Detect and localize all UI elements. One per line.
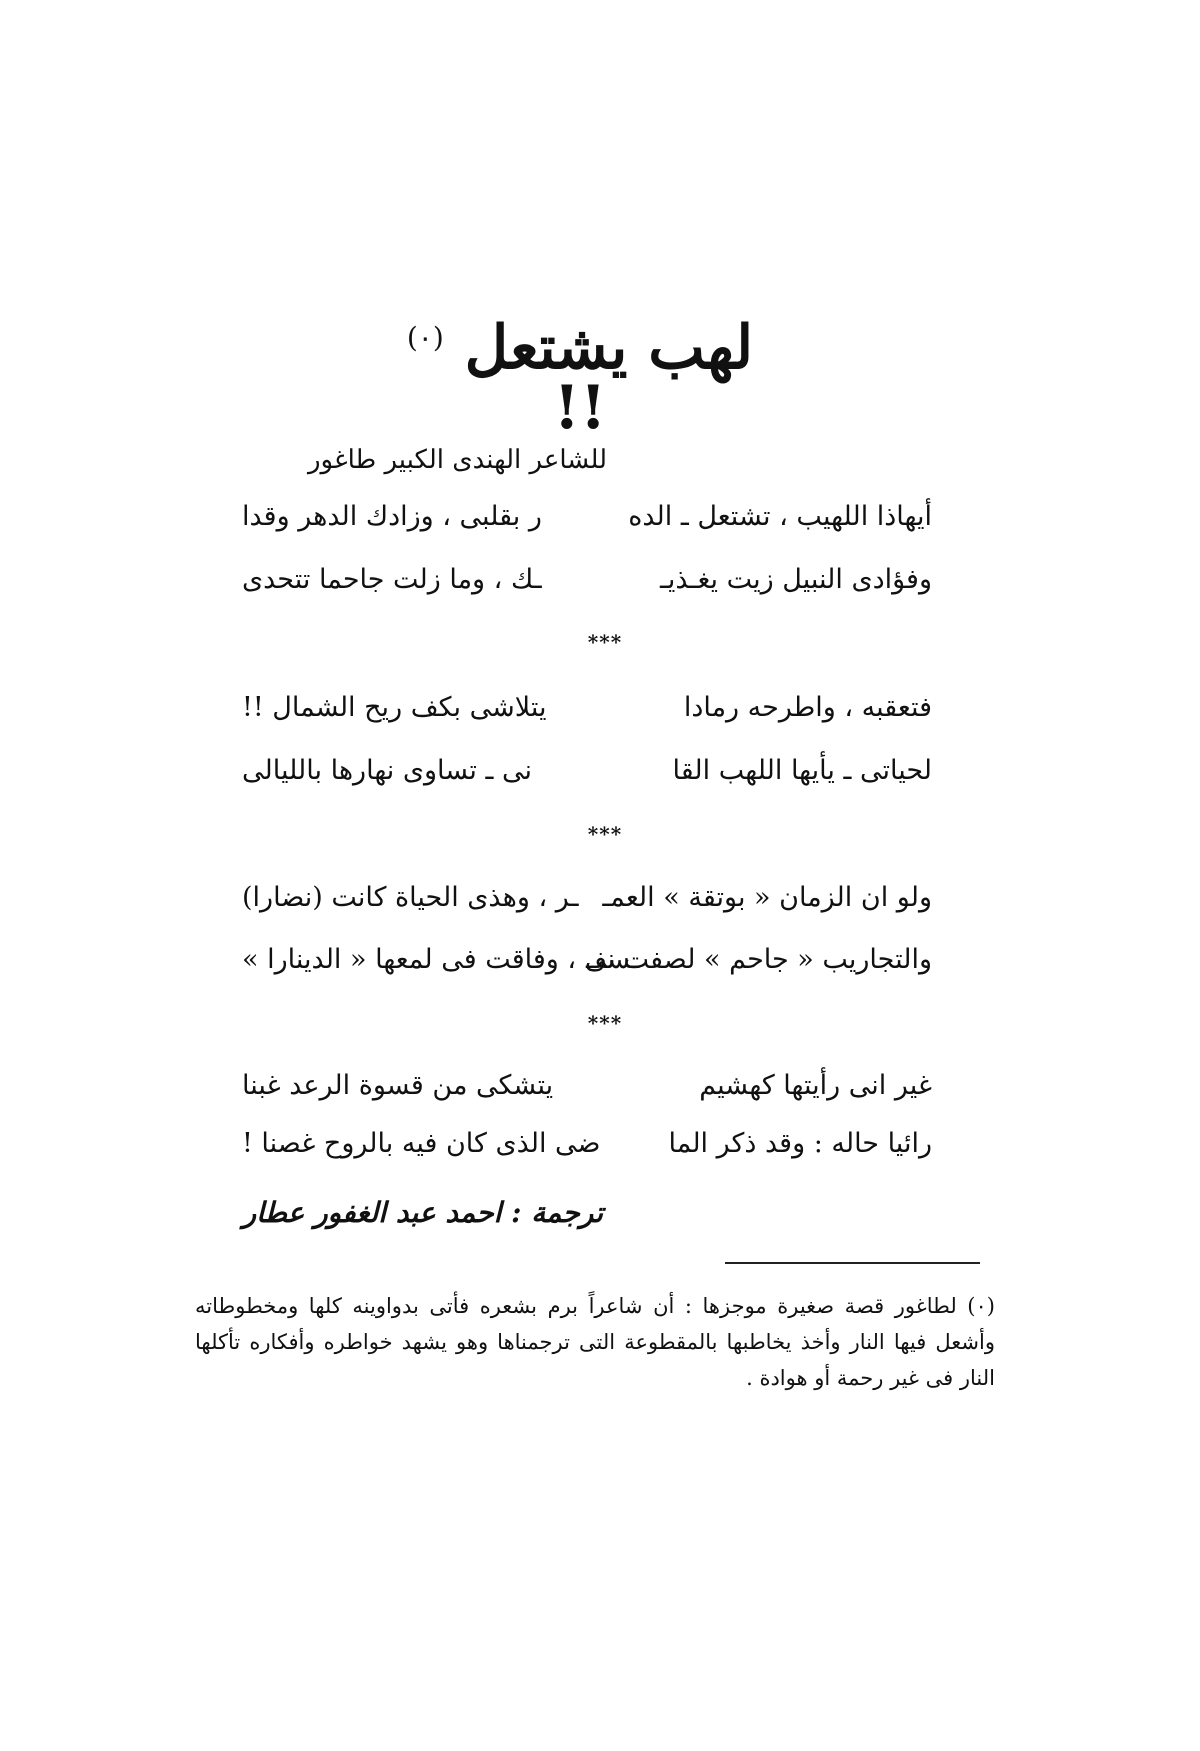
verse-second-hemistich: يتلاشى بكف ريح الشمال !! xyxy=(242,692,547,723)
title-text: لهب يشتعل xyxy=(464,313,754,383)
verse-first-hemistich: فتعقبه ، واطرحه رمادا xyxy=(683,692,932,723)
stanza-separator: *** xyxy=(587,1011,623,1035)
verse-first-hemistich: غير انى رأيتها كهشيم xyxy=(699,1070,932,1101)
title-exclamation: !! xyxy=(553,373,607,443)
verse-first-hemistich: ولو ان الزمان « بوتقة » العمـ xyxy=(602,882,932,913)
verse-second-hemistich: ر بقلبى ، وزادك الدهر وقدا xyxy=(242,501,542,532)
footnote-divider xyxy=(725,1262,980,1264)
footnote: (٠) لطاغور قصة صغيرة موجزها : أن شاعراً برم بشعره فأتى بدواوينه كلها ومخطوطاته وأشعل فيها النار وأخذ يخاطبها بالمقطوعة التى ترجمناها وهو يشهد خواطره وأفكاره تأكلها النار فى غير رحمة أو هوادة . xyxy=(195,1294,995,1390)
verse-first-hemistich: رائيا حاله : وقد ذكر الما xyxy=(668,1128,932,1159)
verse-first-hemistich: وفؤادى النبيل زيت يغـذيـ xyxy=(659,564,932,595)
poem-attribution: للشاعر الهندى الكبير طاغور xyxy=(307,445,607,475)
verse-first-hemistich: أيهاذا اللهيب ، تشتعل ـ الده xyxy=(628,501,932,532)
verse-second-hemistich: ـسى ، وفاقت فى لمعها « الدينارا » xyxy=(242,944,640,975)
verse-second-hemistich: ـك ، وما زلت جاحما تتحدى xyxy=(242,564,542,595)
stanza-separator: *** xyxy=(587,822,623,846)
verse-second-hemistich: نى ـ تساوى نهارها بالليالى xyxy=(242,755,532,786)
verse-first-hemistich: والتجاريب « جاحم » لصفت نفـ xyxy=(585,944,932,975)
verse-second-hemistich: ـر ، وهذى الحياة كانت (نضارا) xyxy=(242,882,579,913)
footnote-marker: (٠) xyxy=(406,321,444,354)
page-title xyxy=(380,313,780,443)
verse-first-hemistich: لحياتى ـ يأيها اللهب القا xyxy=(672,755,932,786)
verse-second-hemistich: يتشكى من قسوة الرعد غبنا xyxy=(242,1070,554,1101)
verse-second-hemistich: ضى الذى كان فيه بالروح غصنا ! xyxy=(242,1128,601,1159)
translator-credit: ترجمة : احمد عبد الغفور عطار xyxy=(242,1196,603,1229)
stanza-separator: *** xyxy=(587,630,623,654)
